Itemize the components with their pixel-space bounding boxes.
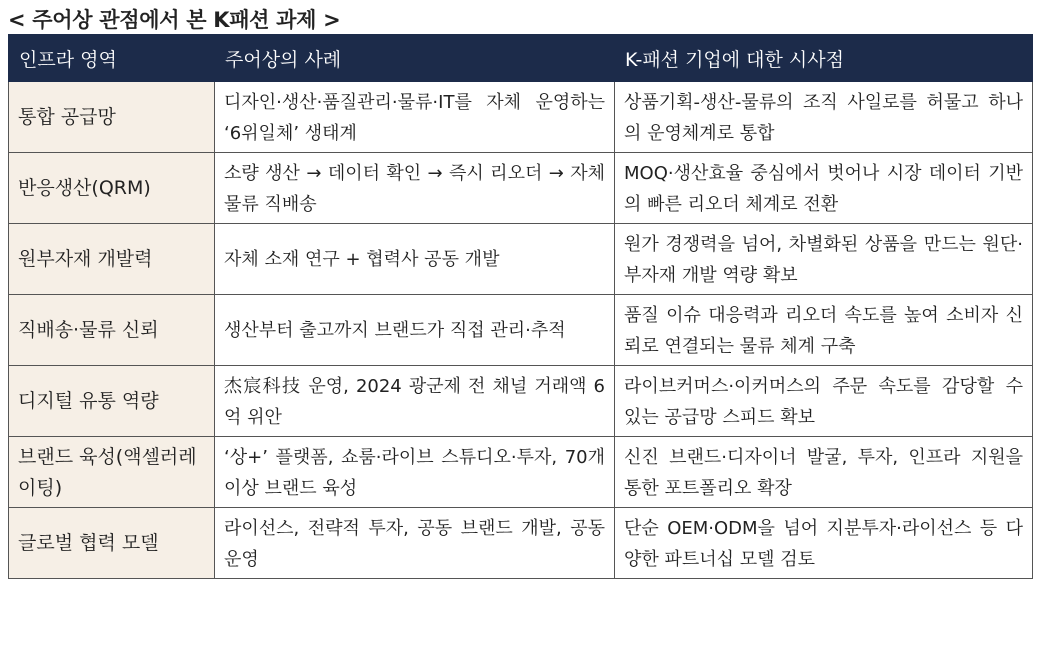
table-row (9, 82, 1033, 153)
table-row (9, 508, 1033, 579)
area-cell: 원부자재 개발력 (9, 224, 215, 295)
implication-cell: 품질 이슈 대응력과 리오더 속도를 높여 소비자 신뢰로 연결되는 물류 체계 구축 (615, 295, 1033, 366)
column-header-case: 주어상의 사례 (215, 35, 615, 82)
case-cell: 생산부터 출고까지 브랜드가 직접 관리·추적 (215, 295, 615, 366)
case-cell: 라이선스, 전략적 투자, 공동 브랜드 개발, 공동 운영 (215, 508, 615, 579)
case-cell: 디자인·생산·품질관리·물류·IT를 자체 운영하는 ‘6위일체’ 생태계 (215, 82, 615, 153)
area-cell: 반응생산(QRM) (9, 153, 215, 224)
area-cell: 글로벌 협력 모델 (9, 508, 215, 579)
case-cell: 杰宸科技 운영, 2024 광군제 전 채널 거래액 6억 위안 (215, 366, 615, 437)
area-cell: 직배송·물류 신뢰 (9, 295, 215, 366)
implication-cell: 단순 OEM·ODM을 넘어 지분투자·라이선스 등 다양한 파트너십 모델 검토 (615, 508, 1033, 579)
implication-cell: MOQ·생산효율 중심에서 벗어나 시장 데이터 기반의 빠른 리오더 체계로 전환 (615, 153, 1033, 224)
implication-cell: 라이브커머스·이커머스의 주문 속도를 감당할 수 있는 공급망 스피드 확보 (615, 366, 1033, 437)
case-cell: ‘상+’ 플랫폼, 쇼룸·라이브 스튜디오·투자, 70개 이상 브랜드 육성 (215, 437, 615, 508)
header-row (9, 35, 1033, 82)
area-cell: 디지털 유통 역량 (9, 366, 215, 437)
table-row (9, 437, 1033, 508)
table-header (9, 35, 1033, 82)
table-row (9, 295, 1033, 366)
table-row (9, 224, 1033, 295)
area-cell: 브랜드 육성(액셀러레이팅) (9, 437, 215, 508)
area-cell: 통합 공급망 (9, 82, 215, 153)
implication-cell: 신진 브랜드·디자이너 발굴, 투자, 인프라 지원을 통한 포트폴리오 확장 (615, 437, 1033, 508)
case-cell: 소량 생산 → 데이터 확인 → 즉시 리오더 → 자체 물류 직배송 (215, 153, 615, 224)
case-cell: 자체 소재 연구 + 협력사 공동 개발 (215, 224, 615, 295)
table-row (9, 153, 1033, 224)
column-header-area: 인프라 영역 (9, 35, 215, 82)
table-body (9, 82, 1033, 579)
implication-cell: 상품기획-생산-물류의 조직 사일로를 허물고 하나의 운영체계로 통합 (615, 82, 1033, 153)
table-row (9, 366, 1033, 437)
implication-cell: 원가 경쟁력을 넘어, 차별화된 상품을 만드는 원단·부자재 개발 역량 확보 (615, 224, 1033, 295)
issues-table (8, 34, 1033, 579)
page-title: < 주어상 관점에서 본 K패션 과제 > (8, 8, 341, 32)
column-header-implication: K-패션 기업에 대한 시사점 (615, 35, 1033, 82)
